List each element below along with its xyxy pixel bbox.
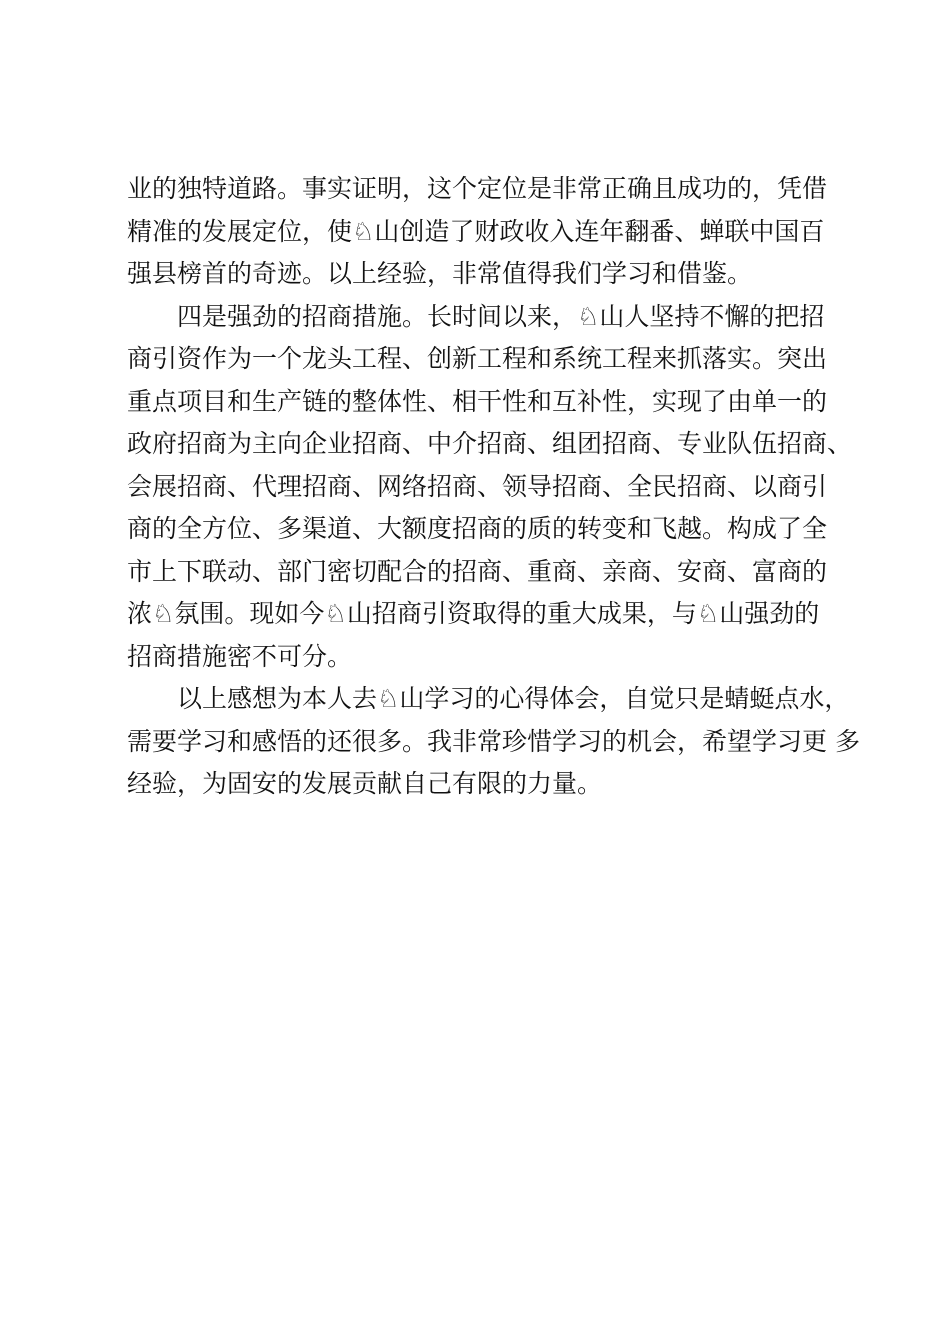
text-line: 强县榜首的奇迹。以上经验，非常值得我们学习和借鉴。 bbox=[127, 259, 753, 288]
paragraph-2 bbox=[127, 296, 867, 679]
paragraph-3 bbox=[127, 678, 867, 806]
text-line: 商引资作为一个龙头工程、创新工程和系统工程来抓落实。突出 bbox=[127, 344, 828, 373]
text-line: 需要学习和感悟的还很多。我非常珍惜学习的机会，希望学习更 多 bbox=[127, 726, 860, 756]
text-line: 浓♘氛围。现如今♘山招商引资取得的重大成果，与♘山强劲的 bbox=[127, 599, 820, 628]
document-body bbox=[127, 168, 867, 806]
text-line: 经验，为固安的发展贡献自己有限的力量。 bbox=[127, 769, 603, 798]
text-line: 商的全方位、多渠道、大额度招商的质的转变和飞越。构成了全 bbox=[127, 514, 828, 543]
text-line: 会展招商、代理招商、网络招商、领导招商、全民招商、以商引 bbox=[127, 471, 828, 501]
paragraph-1 bbox=[127, 168, 867, 296]
text-line: 重点项目和生产链的整体性、相干性和互补性，实现了由单一的 bbox=[127, 386, 828, 416]
text-line: 业的独特道路。事实证明，这个定位是非常正确且成功的，凭借 bbox=[127, 174, 828, 203]
text-line: 四是强劲的招商措施。长时间以来，♘山人坚持不懈的把招 bbox=[177, 301, 825, 331]
text-line: 精准的发展定位，使♘山创造了财政收入连年翻番、蝉联中国百 bbox=[127, 216, 825, 246]
text-line: 市上下联动、部门密切配合的招商、重商、亲商、安商、富商的 bbox=[127, 556, 828, 586]
text-line: 招商措施密不可分。 bbox=[127, 641, 353, 671]
text-line: 政府招商为主向企业招商、中介招商、组团招商、专业队伍招商、 bbox=[127, 429, 853, 458]
text-line: 以上感想为本人去♘山学习的心得体会，自觉只是蜻蜓点水， bbox=[177, 684, 850, 713]
